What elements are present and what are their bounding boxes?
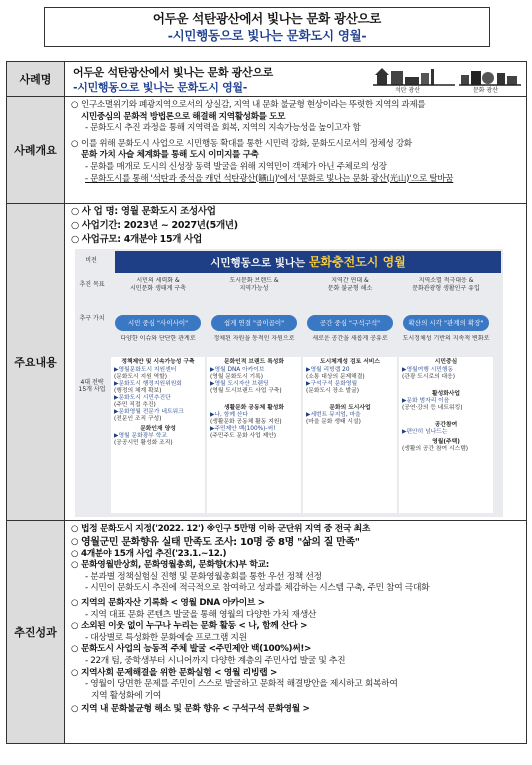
diagram-box-item: (마을 문화 생태 시설)	[306, 419, 361, 425]
diagram-desc-3: 새로운 공간을 새롭게 공유로	[312, 335, 388, 342]
overview-p2d: - 문화도시를 통해 '석탄과 중석을 캐던 석탄광산(鑛山)'에서 '문화로 빛나는 문화 광산(光山)'으로 탈바꿈	[85, 173, 454, 184]
diagram-box-item: ▶구석구석 문화영월	[306, 381, 358, 387]
diagram-goal-4: 지역소멸 적극대응 & 문화관광형 생활인구 유입	[412, 277, 480, 292]
diagram-strategy-box-4	[399, 357, 493, 513]
row-case-name	[7, 62, 527, 97]
diagram-box-item: ▶문화 범자리 이음	[402, 398, 450, 404]
results-r7a: - 22개 팀, 중학생부터 시니어까지 다양한 계층의 주민사업 발굴 및 추진	[85, 655, 346, 666]
case-name-line1: 어두운 석탄광산에서 빛나는 문화 광산으로	[73, 66, 273, 79]
results-r8a: - 영월이 당면한 문제를 주민이 스스로 발굴하고 문화적 해결방안을 제시하고 회복하여	[85, 679, 398, 690]
overview-p1: ○ 인구소멸위기와 폐광지역으로서의 상실감, 지역 내 문화 불균형 현상이라는 뚜렷한 지역의 과제를	[71, 100, 522, 112]
results-r4a: - 분과별 정책실험실 진행 및 문화영월총회를 통한 우선 정책 선정	[85, 571, 322, 582]
diagram-box-item: (관광 도시로의 대응)	[402, 374, 456, 380]
diagram-box-item: ▶세번트 뮤지엄, 마을	[306, 412, 361, 418]
overview-p1b: 시민중심의 문화적 방법론으로 해결해 지역활성화를 도모	[81, 111, 286, 122]
diagram-box-item: (주민 직접 추진)	[114, 402, 156, 408]
diagram-value-label: 추구 가치	[79, 315, 105, 322]
diagram-value-1: 시민 중심 "사이사이"	[115, 315, 201, 331]
diagram-goal-3: 지역간 연대 & 문화 불균형 해소	[327, 277, 373, 292]
diagram-box-item: ▶영월문화도시 지원센터	[114, 367, 177, 373]
row-results	[7, 521, 527, 744]
results-r6: ○ 소외된 이웃 없이 누구나 누리는 문화 활동 < 나, 함께 산다 >	[71, 621, 522, 633]
diagram-vision-label: 비전	[85, 257, 97, 264]
diagram-box-item: ▶영월 DNA 아카이브	[210, 367, 265, 373]
diagram-desc-4: 도시정체성 기반의 지속적 변화로	[402, 335, 490, 342]
results-r2	[71, 536, 522, 549]
diagram-box-head-3: 도시체계성 검토 서비스	[319, 359, 381, 365]
diagram-box-item: ▶주민제안 백(100%)-써!	[210, 426, 276, 432]
results-r3: ○ 4개분야 15개 사업 추진('23.1.~12.)	[71, 549, 522, 561]
diagram-box-item: 생활문화 공동체 활성화	[223, 405, 285, 411]
diagram-goal-1: 시민의 세력화 & 시민문화 생태계 구축	[130, 277, 186, 292]
diagram-box-head-1: 정책제안 및 시속가능성 구축	[121, 359, 195, 365]
row-content	[7, 204, 527, 521]
diagram-box-item: (행정의 체계 확보)	[114, 388, 162, 394]
diagram-box-item: (소통 대상의 문제해결)	[306, 374, 365, 380]
diagram-box-item: ▶영월 리빙랩 20	[306, 367, 350, 373]
case-name-line2: -시민행동으로 빛나는 문화도시 영월-	[73, 81, 248, 94]
content-line1: ○ 사 업 명: 영월 문화도시 조성사업	[71, 205, 522, 219]
diagram-value-4: 확산의 시각 "관계의 확장"	[403, 315, 489, 331]
diagram-box-item: 활성화사업	[432, 391, 460, 397]
diagram-strategy-box-1	[111, 357, 205, 513]
diagram-strategy-box-2	[207, 357, 301, 513]
diagram-strategy-label: 4대 전략 15개 사업	[78, 379, 106, 393]
diagram-box-item: ▶문화영월 전문가 네트워크	[114, 409, 184, 415]
results-r5a: - 지역 대표 문화 콘텐츠 발굴을 통해 영월의 다양한 가치 재생산	[85, 609, 316, 620]
diagram-box-item: ▶영월 도시자산 브랜딩	[210, 381, 269, 387]
overview-p1c: - 문화도시 추진 과정을 통해 지역력을 회복, 지역의 지속가능성을 높이고자 함	[85, 123, 361, 134]
strategy-diagram	[75, 249, 503, 517]
diagram-box-item: ▶문화도시 행정지원위원회	[114, 381, 182, 387]
diagram-strategy-box-3	[303, 357, 397, 513]
diagram-box-item: (생활의 공간 참여 시스템)	[402, 446, 469, 452]
banner-highlight: 문화충전도시 영월	[308, 255, 406, 269]
title-line2: -시민행동으로 빛나는 문화도시 영월-	[167, 28, 367, 43]
diagram-box-item	[210, 395, 298, 402]
results-r7: ○ 문화도시 사업의 능동적 주체 발굴 <주민제안 백(100%)써!>	[71, 644, 522, 656]
diagram-desc-1: 다양한 이슈와 단단한 관계로	[120, 335, 196, 342]
logo2-text: 문화 광산	[473, 87, 499, 93]
results-r4: ○ 문화영월반상회, 문화영월총회, 문화향(木)부 학교:	[71, 560, 522, 572]
diagram-box-item: ▶영월 문화광부 학교	[114, 433, 167, 439]
content-line2: ○ 사업기간: 2023년 ~ 2027년(5개년)	[71, 219, 522, 233]
diagram-box-item: (공공시민 활성화 조직)	[114, 440, 173, 446]
diagram-box-item: 문화인재 양성	[140, 426, 176, 432]
diagram-box-item: (전문인 조직 구성)	[114, 416, 162, 422]
overview-p2b: 문화 가치 사슬 체계화를 통해 도시 이미지를 구축	[81, 150, 259, 161]
results-r8b: 지역 활성화에 기여	[91, 690, 162, 701]
diagram-goal-label: 추진 목표	[79, 281, 105, 288]
diagram-banner	[115, 251, 501, 273]
diagram-box-item: 공간참여	[434, 422, 458, 428]
diagram-box-item	[402, 412, 490, 419]
diagram-box-item: 영월(주택)	[432, 439, 460, 445]
header-overview: 사례개요	[7, 97, 65, 204]
content-line3: ○ 사업규모: 4개분야 15개 사업	[71, 233, 522, 247]
header-results: 추진성과	[7, 521, 65, 744]
results-r5: ○ 지역의 문화자산 기록화 < 영월 DNA 아카이브 >	[71, 598, 522, 610]
logo1-text: 석탄 광산	[395, 87, 421, 93]
title-line1: 어두운 석탄광산에서 빛나는 문화 광산으로	[152, 11, 382, 26]
overview-p2c: - 문화를 매개로 도시의 신성장 동력 발굴을 위해 지역민이 객체가 아닌 주체로의 성장	[85, 161, 387, 172]
overview-cell	[65, 97, 527, 204]
case-name-cell	[65, 62, 527, 97]
case-table	[6, 61, 527, 744]
diagram-box-head-2: 문화인적 브랜드 특성화	[223, 359, 285, 365]
diagram-goal-2: 도시문화 브랜드 & 지역가능성	[229, 277, 279, 292]
diagram-box-item: (주민주도 문화 사업 제안)	[210, 433, 277, 439]
coal-mine-logo-icon	[373, 65, 455, 93]
diagram-box-item: ▶편안히 넘나드는	[402, 429, 448, 435]
document-title	[44, 7, 490, 47]
header-case-name: 사례명	[7, 62, 65, 97]
diagram-value-3: 공간 중심 "구석구석"	[307, 315, 393, 331]
banner-prefix: 시민행동으로 빛나는	[210, 257, 306, 269]
diagram-box-item	[402, 381, 490, 388]
header-content: 주요내용	[7, 204, 65, 521]
diagram-box-head-4: 시민중심	[434, 359, 458, 365]
diagram-box-item: (문화도시 지원 역할)	[114, 374, 168, 380]
diagram-box-item: 문화의 도시사업	[329, 405, 371, 411]
diagram-box-item: (문화도시 장소 발굴)	[306, 388, 360, 394]
results-r6a: - 대상별로 특성화한 문화예술 프로그램 지원	[85, 632, 247, 643]
row-overview	[7, 97, 527, 204]
results-r1: ○ 법정 문화도시 지정('2022. 12') ※인구 5만명 이하 군단위 지역 중 전국 최초	[71, 524, 522, 536]
diagram-box-item	[306, 395, 394, 402]
results-r4b: - 시민이 문화도시 추진에 적극적으로 참여하고 성과를 체감하는 시스템 구축, 주민 참여 극대화	[85, 583, 430, 594]
diagram-box-item: (영월 도시브랜드 사업 구축)	[210, 388, 282, 394]
diagram-box-item: (생활문화 공동체 활동 지원)	[210, 419, 282, 425]
diagram-desc-2: 정체된 자원을 동적인 자원으로	[213, 335, 295, 342]
diagram-box-item: ▶문화도시 시민추진단	[114, 395, 171, 401]
results-r8: ○ 지역사회 문제해결을 위한 문화실험 < 영월 리빙랩 >	[71, 668, 522, 680]
diagram-box-item: (공연·강의 등 네트워킹)	[402, 405, 463, 411]
culture-mine-logo-icon	[459, 65, 521, 93]
results-r9: ○ 지역 내 문화불균형 해소 및 문화 향유 < 구석구석 문화영월 >	[71, 704, 522, 716]
results-r2-text: 영월군민 문화향유 실태 만족도 조사: 10명 중 8명 "삶의 질 만족"	[81, 536, 360, 548]
diagram-box-item: ▶나, 함께 산다	[210, 412, 248, 418]
diagram-box-item: (영월 문화도시 기록)	[210, 374, 264, 380]
content-cell	[65, 204, 527, 521]
diagram-box-item: ▶영월여행 시민행동	[402, 367, 454, 373]
results-cell	[65, 521, 527, 744]
overview-p2: ○ 이를 위해 문화도시 사업으로 시민행동 확대를 통한 시민력 강화, 문화도시로서의 정체성 강화	[71, 139, 522, 151]
diagram-value-2: 쉽게 연결 "곱이곱이"	[211, 315, 297, 331]
